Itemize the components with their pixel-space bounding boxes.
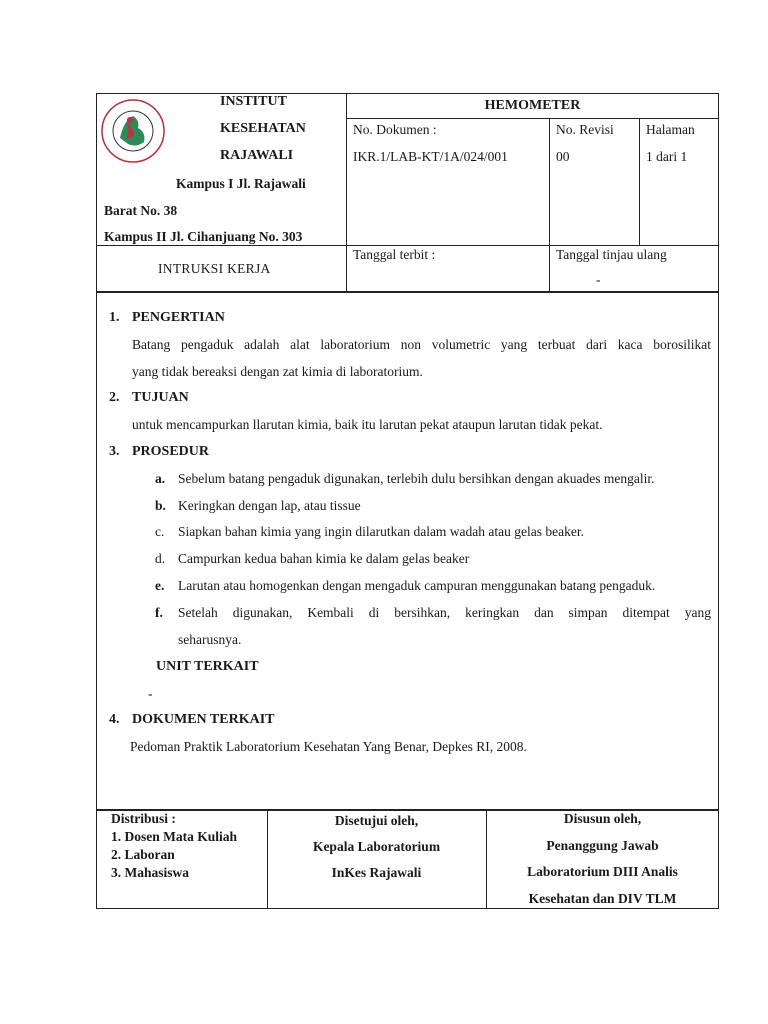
campus2-address: Kampus II Jl. Cihanjuang No. 303 [104, 229, 303, 244]
prepared-by-line2: Laboratorium DIII Analis [527, 864, 678, 879]
step-d-text: Campurkan kedua bahan kimia ke dalam gelas beaker [178, 551, 470, 566]
section-4-number: 4. [109, 712, 120, 727]
revision-label: No. Revisi [556, 122, 614, 137]
section-1-text-line2: yang tidak bereaksi dengan zat kimia di laboratorium. [132, 364, 423, 379]
campus1-address-b: Barat No. 38 [104, 203, 178, 218]
step-a-letter: a. [155, 471, 166, 486]
section-2-title: TUJUAN [132, 390, 189, 405]
revision-value: 00 [556, 149, 570, 164]
step-b-letter: b. [155, 498, 166, 513]
header-divider-mid [96, 245, 719, 246]
step-e-letter: e. [155, 578, 165, 593]
document-title: HEMOMETER [484, 98, 581, 113]
step-e-text: Larutan atau homogenkan dengan mengaduk campuran menggunakan batang pengaduk. [178, 578, 656, 593]
section-4-title: DOKUMEN TERKAIT [132, 712, 275, 727]
approved-by-line1: Kepala Laboratorium [312, 839, 441, 854]
header-col-divider-2 [639, 118, 640, 245]
step-d-letter: d. [155, 551, 166, 566]
approved-by-line2: InKes Rajawali [331, 865, 422, 880]
header-divider-vertical [346, 93, 347, 292]
section-2-number: 2. [109, 390, 120, 405]
prepared-by-line3: Kesehatan dan DIV TLM [528, 891, 677, 906]
institute-name-line2: KESEHATAN [220, 121, 306, 136]
institute-logo [100, 98, 166, 164]
unit-terkait-value: - [148, 686, 153, 701]
page-value: 1 dari 1 [646, 149, 688, 164]
header-col-divider-1 [549, 118, 550, 292]
section-1-number: 1. [109, 310, 120, 325]
distribution-item-2: 2. Laboran [111, 847, 175, 862]
distribution-item-3: 3. Mahasiswa [111, 865, 190, 880]
review-date-value: - [596, 272, 601, 287]
step-f-text-line2: seharusnya. [178, 632, 242, 647]
step-f-letter: f. [155, 605, 163, 620]
prepared-by-title: Disusun oleh, [563, 811, 642, 826]
doc-no-label: No. Dokumen : [353, 122, 437, 137]
step-c-letter: c. [155, 524, 165, 539]
unit-terkait-title: UNIT TERKAIT [156, 659, 259, 674]
campus1-address-a: Kampus I Jl. Rajawali [176, 176, 306, 191]
step-a-text: Sebelum batang pengaduk digunakan, terlebih dulu bersihkan dengan akuades mengalir. [178, 471, 655, 486]
institute-name-line1: INSTITUT [220, 94, 287, 109]
document-type: INTRUKSI KERJA [158, 261, 271, 276]
institute-name-line3: RAJAWALI [220, 148, 294, 163]
step-f-text: Setelah digunakan, Kembali di bersihkan, keringkan dan simpan ditempat yang [178, 605, 711, 620]
section-4-text: Pedoman Praktik Laboratorium Kesehatan Yang Benar, Depkes RI, 2008. [130, 739, 527, 754]
doc-no-value: IKR.1/LAB-KT/1A/024/001 [353, 149, 508, 164]
section-1-text-line1: Batang pengaduk adalah alat laboratorium non volumetric yang terbuat dari kaca borosilikat [132, 337, 711, 352]
review-date-label: Tanggal tinjau ulang [556, 247, 667, 262]
step-b-text: Keringkan dengan lap, atau tissue [178, 498, 361, 513]
approved-by-title: Disetujui oleh, [334, 813, 419, 828]
section-3-title: PROSEDUR [132, 444, 210, 459]
section-1-title: PENGERTIAN [132, 310, 225, 325]
step-c-text: Siapkan bahan kimia yang ingin dilarutkan dalam wadah atau gelas beaker. [178, 524, 584, 539]
distribution-item-1: 1. Dosen Mata Kuliah [111, 829, 238, 844]
section-3-number: 3. [109, 444, 120, 459]
prepared-by-line1: Penanggung Jawab [546, 838, 659, 853]
distribution-title: Distribusi : [111, 811, 176, 826]
issue-date-label: Tanggal terbit : [353, 247, 436, 262]
page-label: Halaman [646, 122, 695, 137]
header-title-divider [346, 118, 719, 119]
section-2-text: untuk mencampurkan llarutan kimia, baik itu larutan pekat ataupun larutan tidak pekat. [132, 417, 603, 432]
